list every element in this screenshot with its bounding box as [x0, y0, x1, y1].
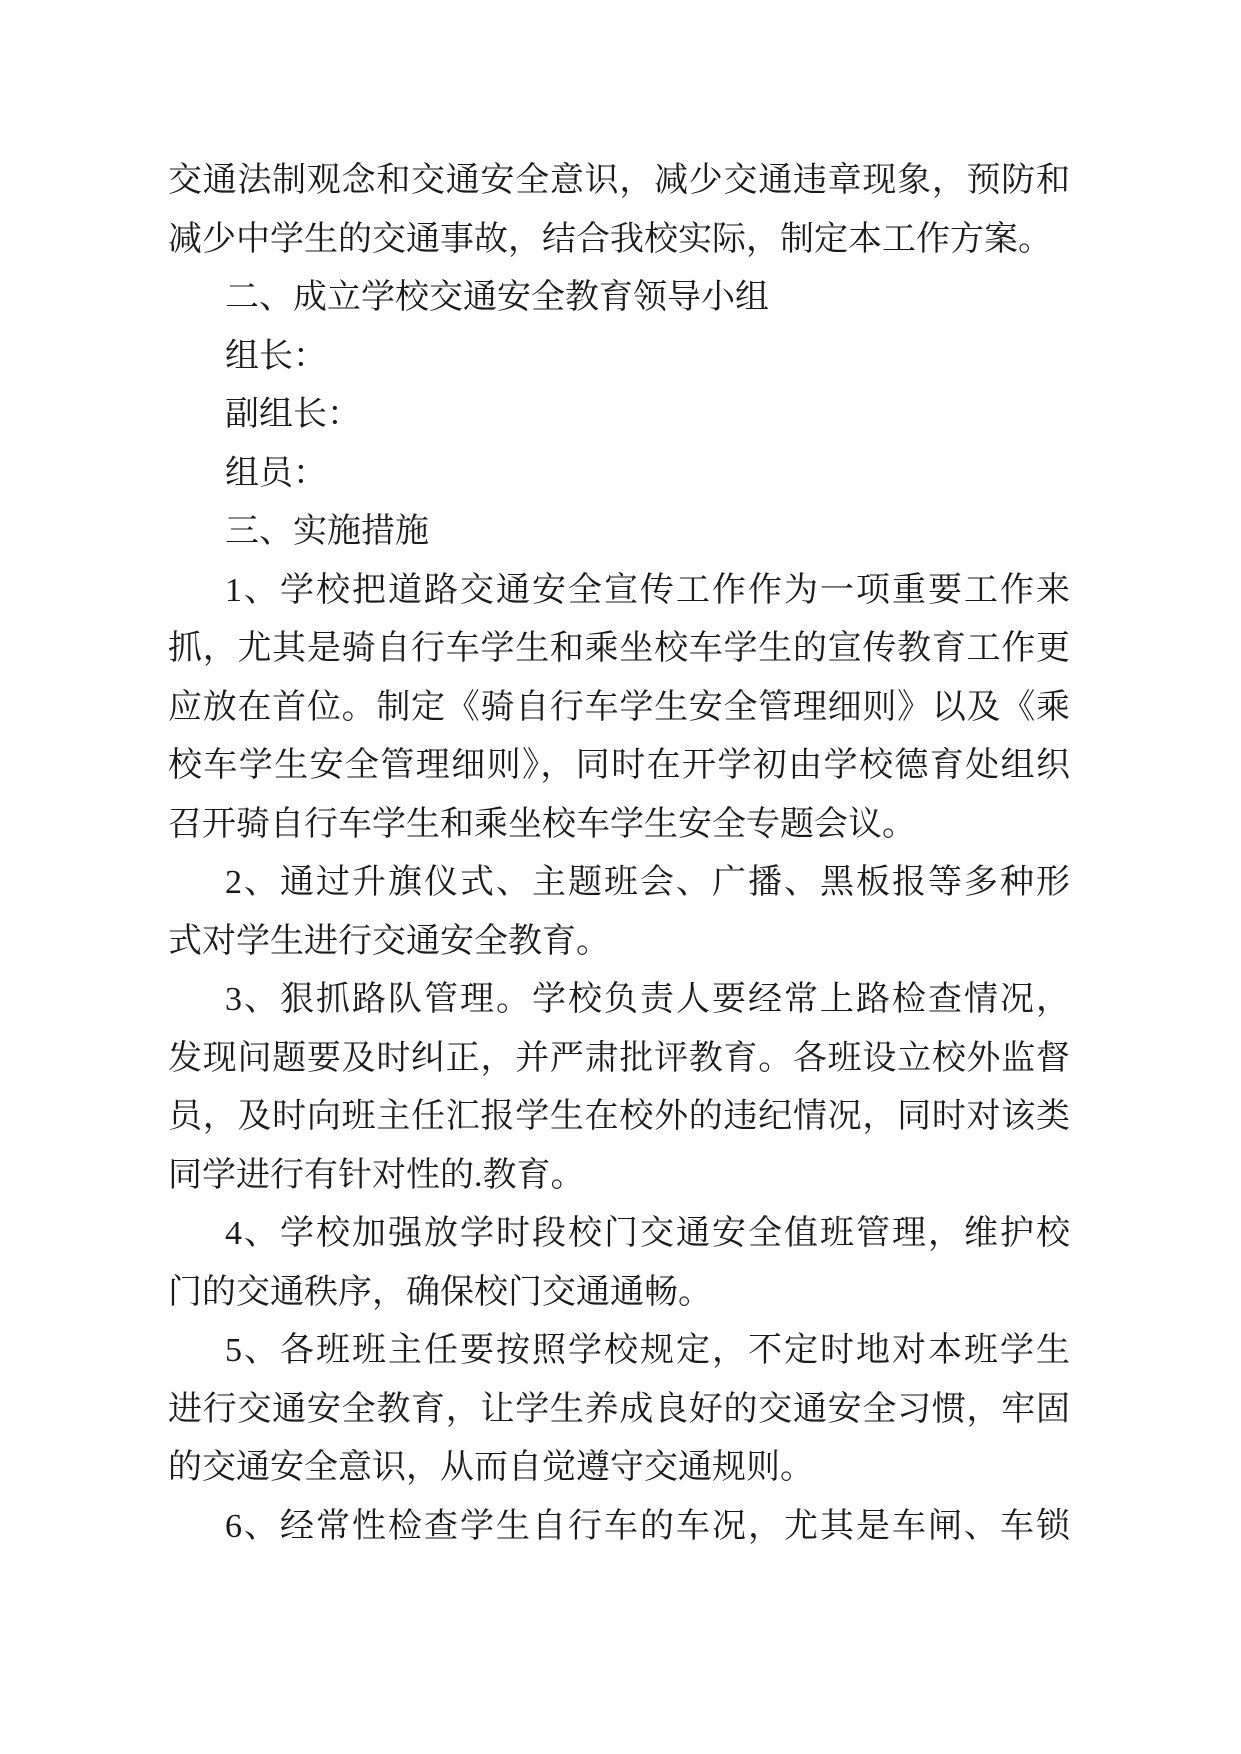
paragraph — [168, 971, 1070, 1205]
text-line: 应放在首位。制定《骑自行车学生安全管理细则》以及《乘 — [168, 688, 1070, 726]
text-line: 同学进行有针对性的.教育。 — [168, 1156, 585, 1194]
paragraph — [168, 328, 1070, 387]
text-line: 4、学校加强放学时段校门交通安全值班管理，维护校 — [225, 1215, 1070, 1252]
text-line: 式对学生进行交通安全教育。 — [168, 922, 610, 960]
paragraph — [168, 503, 1070, 562]
text-line: 1、学校把道路交通安全宣传工作作为一项重要工作来 — [225, 571, 1070, 609]
paragraph — [168, 1322, 1070, 1498]
text-line: 减少中学生的交通事故，结合我校实际，制定本工作方案。 — [168, 220, 1052, 258]
paragraph — [168, 386, 1070, 445]
text-line: 召开骑自行车学生和乘坐校车学生安全专题会议。 — [168, 805, 916, 843]
paragraph — [168, 269, 1070, 328]
text-line: 二、成立学校交通安全教育领导小组 — [225, 279, 769, 316]
text-line: 交通法制观念和交通安全意识，减少交通违章现象，预防和 — [168, 162, 1070, 199]
text-line: 6、经常性检查学生自行车的车况，尤其是车闸、车锁 — [225, 1507, 1070, 1545]
text-line: 抓，尤其是骑自行车学生和乘坐校车学生的宣传教育工作更 — [168, 630, 1070, 667]
text-line: 门的交通秩序，确保校门交通通畅。 — [168, 1273, 712, 1311]
paragraph — [168, 1498, 1070, 1557]
document-body — [168, 152, 1070, 1556]
text-line: 组长： — [225, 337, 327, 375]
paragraph — [168, 1205, 1070, 1322]
text-line: 员，及时向班主任汇报学生在校外的违纪情况，同时对该类 — [168, 1098, 1070, 1135]
paragraph — [168, 445, 1070, 504]
text-line: 三、实施措施 — [225, 513, 429, 550]
text-line: 5、各班班主任要按照学校规定，不定时地对本班学生 — [225, 1332, 1070, 1369]
paragraph — [168, 562, 1070, 855]
paragraph — [168, 152, 1070, 269]
paragraph — [168, 854, 1070, 971]
text-line: 发现问题要及时纠正，并严肃批评教育。各班设立校外监督 — [168, 1039, 1070, 1077]
text-line: 3、狠抓路队管理。学校负责人要经常上路检查情况， — [225, 981, 1070, 1018]
text-line: 2、通过升旗仪式、主题班会、广播、黑板报等多种形 — [225, 864, 1070, 901]
text-line: 组员： — [225, 454, 327, 492]
text-line: 校车学生安全管理细则》，同时在开学初由学校德育处组织 — [168, 747, 1070, 784]
text-line: 副组长： — [225, 396, 361, 433]
text-line: 进行交通安全教育，让学生养成良好的交通安全习惯，牢固 — [168, 1390, 1070, 1428]
text-line: 的交通安全意识，从而自觉遵守交通规则。 — [168, 1449, 814, 1486]
